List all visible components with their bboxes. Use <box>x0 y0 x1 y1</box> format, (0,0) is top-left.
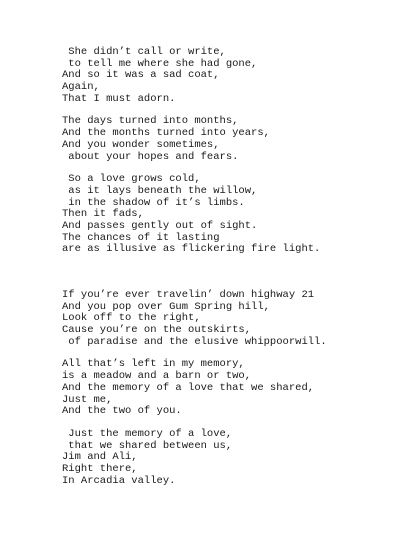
stanza-1 <box>62 47 412 105</box>
poem-line: about your hopes and fears. <box>62 150 239 163</box>
poem-line: The days turned into months, <box>62 115 239 128</box>
poem-line: to tell me where she had gone, <box>62 57 258 70</box>
poem-line: And the memory of a love that we shared, <box>62 381 315 394</box>
poem-line: She didn’t call or write, <box>62 46 226 58</box>
poem-line: are as illusive as flickering fire light. <box>62 243 321 256</box>
poem-line: Jim and Ali, <box>62 451 138 464</box>
poem-body <box>62 47 412 498</box>
poem-line: If you’re ever travelin’ down highway 21 <box>62 289 315 301</box>
poem-line: And the two of you. <box>62 405 182 418</box>
poem-line: Look off to the right, <box>62 312 201 325</box>
poem-line: Just the memory of a love, <box>62 427 233 440</box>
stanza-2 <box>62 116 412 163</box>
poem-line: That I must adorn. <box>62 92 176 105</box>
poem-line: Just me, <box>62 393 113 406</box>
poem-line: in the shadow of it’s limbs. <box>62 196 245 209</box>
poem-line: The chances of it lasting <box>62 231 220 244</box>
poem-line: of paradise and the elusive whippoorwill. <box>62 335 327 348</box>
poem-line: as it lays beneath the willow, <box>62 184 258 197</box>
poem-line: In Arcadia valley. <box>62 474 176 487</box>
stanza-5 <box>62 359 412 417</box>
stanza-6 <box>62 429 412 487</box>
section-gap <box>62 267 412 290</box>
poem-line: And you wonder sometimes, <box>62 138 220 151</box>
poem-line: All that’s left in my memory, <box>62 358 245 371</box>
poem-line: And the months turned into years, <box>62 127 270 140</box>
poem-line: And so it was a sad coat, <box>62 69 220 82</box>
poem-line: Right there, <box>62 462 138 475</box>
poem-line: that we shared between us, <box>62 439 233 452</box>
stanza-3 <box>62 174 412 256</box>
poem-line: Then it fads, <box>62 208 144 221</box>
poem-line: is a meadow and a barn or two, <box>62 370 252 383</box>
poem-line: Cause you’re on the outskirts, <box>62 324 252 337</box>
poem-line: And you pop over Gum Spring hill, <box>62 300 270 313</box>
stanza-4 <box>62 290 412 348</box>
poem-line: So a love grows cold, <box>62 173 201 186</box>
poem-line: Again, <box>62 81 100 94</box>
poem-line: And passes gently out of sight. <box>62 219 258 232</box>
